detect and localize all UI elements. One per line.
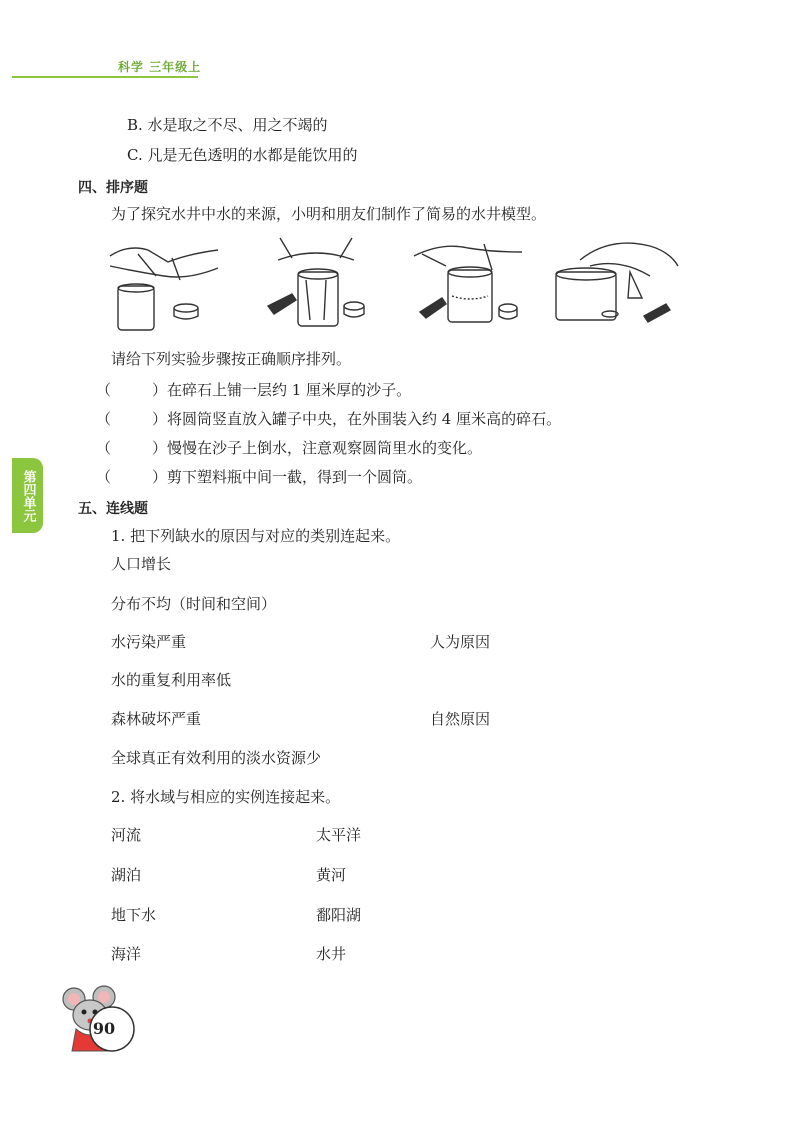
sort-step-text: 慢慢在沙子上倒水，注意观察圆筒里水的变化。 — [167, 439, 483, 457]
q1-right-item[interactable]: 自然原因 — [430, 710, 491, 728]
step-illustration-pour-water — [550, 236, 682, 334]
step-illustration-add-sand — [412, 236, 524, 334]
q2-left-item[interactable]: 地下水 — [111, 906, 157, 924]
header-title: 科学 三年级上 — [118, 60, 202, 74]
sort-step-3: （ ）慢慢在沙子上倒水，注意观察圆筒里水的变化。 — [96, 439, 483, 457]
option-b: B. 水是取之不尽、用之不竭的 — [127, 116, 328, 134]
q1-left-item[interactable]: 分布不均（时间和空间） — [111, 595, 277, 613]
answer-blank[interactable]: （ — [96, 381, 112, 399]
q2-right-item[interactable]: 太平洋 — [316, 826, 362, 844]
q2-left-item[interactable]: 河流 — [111, 826, 142, 844]
q2-prompt: 2. 将水域与相应的实例连接起来。 — [111, 788, 341, 806]
q1-left-item[interactable]: 人口增长 — [111, 555, 172, 573]
sort-step-4: （ ）剪下塑料瓶中间一截，得到一个圆筒。 — [96, 468, 423, 486]
sort-step-text: 将圆筒竖直放入罐子中央，在外围装入约 4 厘米高的碎石。 — [167, 410, 562, 428]
step-illustration-cut-bottle — [108, 236, 220, 334]
q1-prompt: 1. 把下列缺水的原因与对应的类别连起来。 — [111, 527, 401, 545]
q1-left-item[interactable]: 水污染严重 — [111, 633, 187, 651]
sort-step-1: （ ）在碎石上铺一层约 1 厘米厚的沙子。 — [96, 381, 412, 399]
q1-left-item[interactable]: 森林破坏严重 — [111, 710, 202, 728]
section5-title: 五、连线题 — [78, 501, 148, 517]
unit-side-tab — [12, 458, 43, 533]
answer-blank[interactable]: （ — [96, 410, 112, 428]
q1-left-item[interactable]: 水的重复利用率低 — [111, 671, 232, 689]
sort-step-text: 剪下塑料瓶中间一截，得到一个圆筒。 — [167, 468, 423, 486]
answer-blank[interactable]: （ — [96, 468, 112, 486]
option-c: C. 凡是无色透明的水都是能饮用的 — [127, 146, 358, 164]
answer-blank[interactable]: （ — [96, 439, 112, 457]
q2-left-item[interactable]: 湖泊 — [111, 866, 142, 884]
q1-right-item[interactable]: 人为原因 — [430, 633, 491, 651]
section4-title: 四、排序题 — [78, 180, 148, 196]
q1-left-item[interactable]: 全球真正有效利用的淡水资源少 — [111, 749, 322, 767]
section4-intro: 为了探究水井中水的来源，小明和朋友们制作了简易的水井模型。 — [111, 205, 547, 223]
q2-left-item[interactable]: 海洋 — [111, 945, 142, 963]
section4-instruction: 请给下列实验步骤按正确顺序排列。 — [111, 350, 352, 368]
sort-step-text: 在碎石上铺一层约 1 厘米厚的沙子。 — [167, 381, 412, 399]
q2-right-item[interactable]: 鄱阳湖 — [316, 906, 362, 924]
header-rule — [12, 76, 198, 78]
unit-side-tab-label: 第四单元 — [20, 469, 36, 522]
q2-right-item[interactable]: 黄河 — [316, 866, 347, 884]
page-number: 90 — [92, 1019, 116, 1038]
sort-step-2: （ ）将圆筒竖直放入罐子中央，在外围装入约 4 厘米高的碎石。 — [96, 410, 562, 428]
q2-right-item[interactable]: 水井 — [316, 945, 347, 963]
step-illustration-place-tube — [262, 236, 372, 334]
